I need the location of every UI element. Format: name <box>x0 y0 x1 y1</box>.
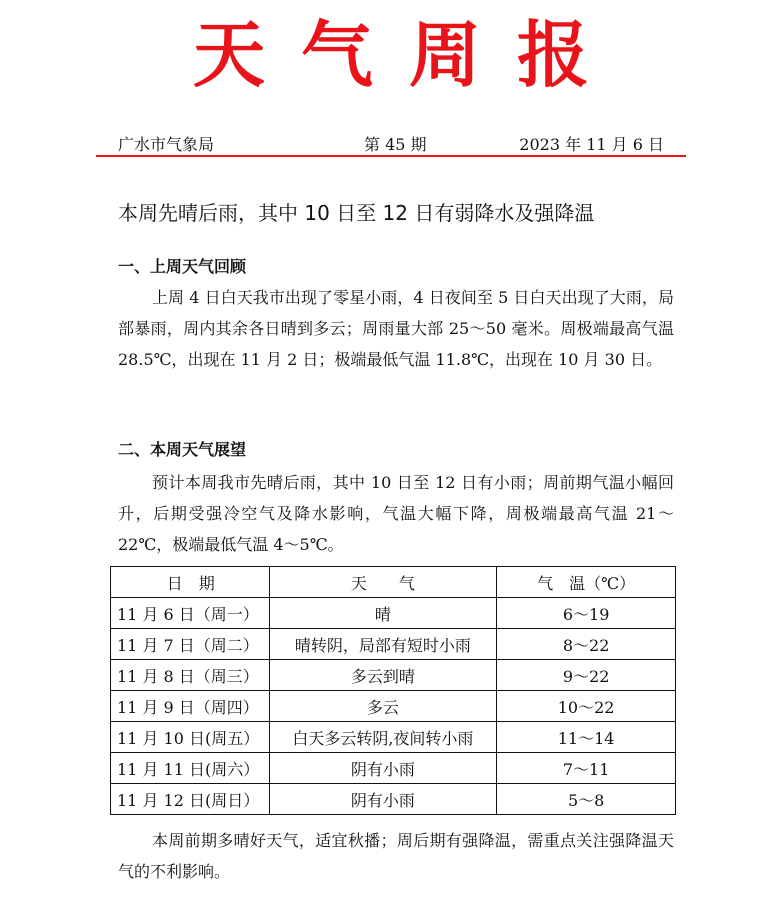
section-body-review: 上周 4 日白天我市出现了零星小雨，4 日夜间至 5 日白天出现了大雨，局部暴雨，周内其余各日晴到多云；周雨量大部 25～50 毫米。周极端最高气温 28.5℃，出现在 11 月 2 日；极端最低气温 11.8℃，出现在 10 月 30 日。 <box>118 288 674 369</box>
row-date: 11 月 12 日(周日） <box>111 784 270 815</box>
forecast-table <box>110 566 676 815</box>
issue-date: 2023 年 11 月 6 日 <box>519 135 664 154</box>
table-row <box>111 753 676 784</box>
section-title-review: 一、上周天气回顾 <box>118 257 247 276</box>
header-date: 日 期 <box>111 567 270 598</box>
section-title-outlook: 二、本周天气展望 <box>118 440 247 459</box>
row-date: 11 月 8 日（周三） <box>111 660 270 691</box>
issue-bar <box>96 134 686 156</box>
issue-number: 第 45 期 <box>364 135 427 154</box>
table-row <box>111 722 676 753</box>
row-weather: 多云到晴 <box>269 660 497 691</box>
row-temp: 8～22 <box>497 629 676 660</box>
header-weather: 天 气 <box>269 567 497 598</box>
row-temp: 11～14 <box>497 722 676 753</box>
row-weather: 阴有小雨 <box>269 784 497 815</box>
row-weather: 阴有小雨 <box>269 753 497 784</box>
table-row <box>111 629 676 660</box>
row-weather: 多云 <box>269 691 497 722</box>
header-temp: 气 温（℃） <box>497 567 676 598</box>
row-temp: 10～22 <box>497 691 676 722</box>
table-row <box>111 598 676 629</box>
masthead-title: 天气周报 <box>192 12 625 97</box>
row-weather: 白天多云转阴,夜间转小雨 <box>269 722 497 753</box>
table-row <box>111 660 676 691</box>
closing-note: 本周前期多晴好天气，适宜秋播；周后期有强降温，需重点关注强降温天气的不利影响。 <box>118 831 674 881</box>
row-temp: 5～8 <box>497 784 676 815</box>
row-date: 11 月 9 日（周四） <box>111 691 270 722</box>
table-row <box>111 784 676 815</box>
row-date: 11 月 7 日（周二） <box>111 629 270 660</box>
table-row <box>111 691 676 722</box>
row-weather: 晴转阴，局部有短时小雨 <box>269 629 497 660</box>
row-temp: 6～19 <box>497 598 676 629</box>
table-header-row <box>111 567 676 598</box>
row-date: 11 月 11 日(周六） <box>111 753 270 784</box>
row-weather: 晴 <box>269 598 497 629</box>
row-temp: 7～11 <box>497 753 676 784</box>
issuer: 广水市气象局 <box>118 135 215 154</box>
red-divider <box>96 155 686 157</box>
row-temp: 9～22 <box>497 660 676 691</box>
headline: 本周先晴后雨，其中 10 日至 12 日有弱降水及强降温 <box>118 201 595 225</box>
section-body-outlook: 预计本周我市先晴后雨，其中 10 日至 12 日有小雨；周前期气温小幅回升，后期受强冷空气及降水影响，气温大幅下降，周极端最高气温 21～22℃，极端最低气温 4～5℃。 <box>118 473 674 554</box>
row-date: 11 月 6 日（周一） <box>111 598 270 629</box>
row-date: 11 月 10 日(周五） <box>111 722 270 753</box>
